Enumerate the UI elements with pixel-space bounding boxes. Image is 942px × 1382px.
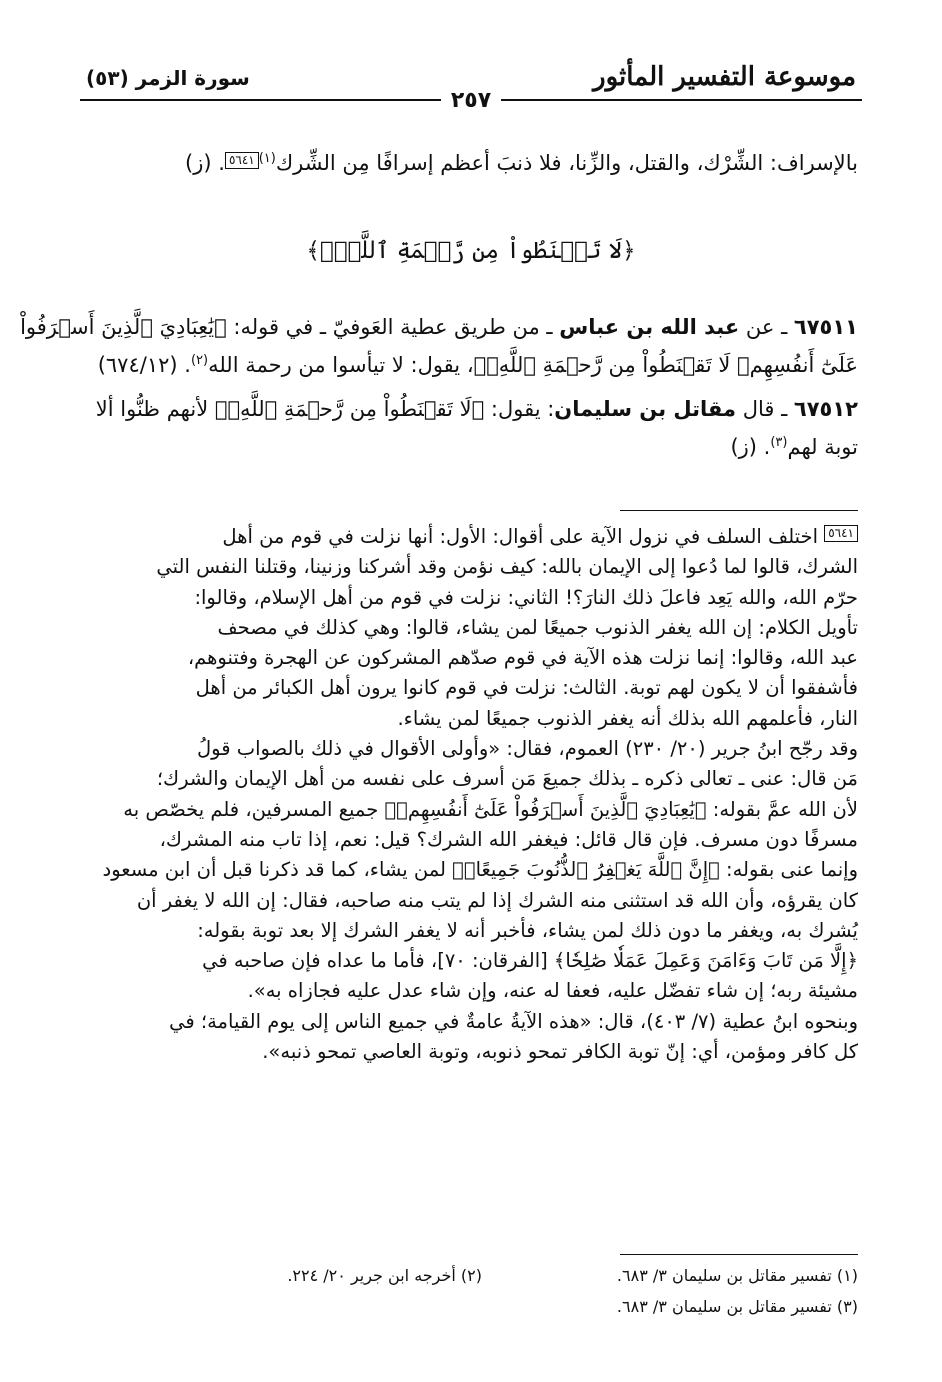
notes-line: النار، فأعلمهم الله بذلك أنه يغفر الذنوب جميعًا لمن يشاء. [397, 706, 858, 730]
entry-line1-pre: ـ عن [739, 315, 794, 339]
entry-narrator: عبد الله بن عباس [559, 315, 740, 339]
entry-line1-post: ـ من طريق عطية العَوفيّ ـ في قوله: ﴿يَٰعِبَادِيَ ٱلَّذِينَ أَسۡرَفُواْ [20, 315, 560, 339]
footnote-3: (٣) تفسير مقاتل بن سليمان ٣/ ٦٨٣. [616, 1297, 858, 1316]
entry-narrator: مقاتل بن سليمان [554, 397, 737, 421]
page-number: ٢٥٧ [441, 88, 501, 113]
entry-67511 [20, 310, 858, 382]
entry-line2: عَلَىٰٓ أَنفُسِهِمۡ لَا تَقۡنَطُواْ مِن رَّحۡمَةِ ٱللَّهِۚ﴾، يقول: لا تيأسوا من رحمة الله [208, 353, 858, 377]
entry-line1-post: : يقول: ﴿لَا تَقۡنَطُواْ مِن رَّحۡمَةِ ٱللَّهِۚ﴾ لأنهم ظنُّوا ألا [95, 397, 555, 421]
book-title: موسوعة التفسير المأثور [593, 62, 856, 92]
notes-line: وإنما عنى بقوله: ﴿إِنَّ ٱللَّهَ يَغۡفِرُ ٱلذُّنُوبَ جَمِيعًاۚ﴾ لمن يشاء، كما قد ذكرنا قبل أن ابن مسعود [102, 858, 858, 882]
entry-number: ٦٧٥١٢ [793, 397, 858, 421]
notes-line: الشرك، قالوا لما دُعوا إلى الإيمان بالله: كيف نؤمن وقد أشركنا وزنينا، وقتلنا النفس التي [156, 555, 858, 579]
entry-line2: توبة لهم [787, 435, 858, 459]
notes-line: ﴿إِلَّا مَن تَابَ وَءَامَنَ وَعَمِلَ عَمَلٗا صَٰلِحٗا﴾ [الفرقان: ٧٠]، فأما ما عداه فإن صاحبه في [202, 949, 858, 973]
notes-line: مسرفًا دون مسرف. فإن قال قائل: فيغفر الله الشرك؟ قيل: نعم، إذا تاب منه المشرك، [159, 827, 858, 851]
entry-67512 [80, 392, 858, 464]
note-box: ٥٦٤١ [824, 525, 858, 542]
notes-line: يُشرك به، ويغفر ما دون ذلك لمن يشاء، فأخبر أنه لا يغفر الشرك إلا بعد توبة بقوله: [197, 918, 858, 942]
entry-number: ٦٧٥١١ [793, 315, 858, 339]
notes-line: حرّم الله، والله يَعِد فاعلَ ذلك النارَ؟! الثاني: نزلت في قوم من أهل الإسلام، وقالوا: [194, 585, 858, 609]
notes-line: تأويل الكلام: إن الله يغفر الذنوب جميعًا لمن يشاء، قالوا: وهي كذلك في مصحف [217, 615, 858, 639]
verse-heading: ﴿لَا تَقۡنَطُواْ مِن رَّحۡمَةِ ٱللَّهِۚ﴾ [306, 238, 636, 264]
intro-end: . (ز) [185, 151, 225, 175]
footnote-1: (١) تفسير مقاتل بن سليمان ٣/ ٦٨٣. [616, 1266, 858, 1285]
scholarly-notes [80, 522, 858, 1067]
entry-footnote-ref: (٢) [190, 353, 209, 368]
notes-line: لأن الله عمَّ بقوله: ﴿يَٰعِبَادِيَ ٱلَّذِينَ أَسۡرَفُواْ عَلَىٰٓ أَنفُسِهِمۡ﴾ جميع المسرفين، فلم يخصّص به [123, 797, 858, 821]
intro-paragraph [80, 142, 858, 180]
notes-line: عبد الله، وقالوا: إنما نزلت هذه الآية في قوم صدّهم المشركون عن الهجرة وفتنوهم، [187, 646, 858, 670]
entry-line1-pre: ـ قال [736, 397, 794, 421]
notes-line: وقد رجّح ابنُ جرير (٢٠/ ٢٣٠) العموم، فقال: «وأولى الأقوال في ذلك بالصواب قولُ [197, 737, 858, 761]
surah-name: سورة الزمر [135, 66, 250, 90]
page-number-wrap [0, 88, 942, 113]
entry-end: . (ز) [730, 435, 771, 459]
notes-line: اختلف السلف في نزول الآية على أقوال: الأول: أنها نزلت في قوم من أهل [222, 525, 825, 548]
footnotes-separator [620, 1254, 858, 1255]
entry-footnote-ref: (٣) [770, 435, 788, 450]
surah-number: (٥٣) [86, 66, 129, 90]
notes-line: وبنحوه ابنُ عطية (٧/ ٤٠٣)، قال: «هذه الآيةُ عامةٌ في جميع الناس إلى يوم القيامة؛ في [169, 1009, 858, 1033]
notes-line: كان يقرؤه، وأن الله قد استثنى منه الشرك إذا لم يتب منه صاحبه، فقال: إن الله لا يغفر أن [136, 888, 858, 912]
notes-line: فأشفقوا أن لا يكون لهم توبة. الثالث: نزلت في قوم كانوا يرون أهل الكبائر من أهل [195, 676, 858, 700]
intro-footnote-ref: (١) [258, 151, 276, 166]
intro-note-box: ٥٦٤١ [225, 152, 259, 169]
notes-line: مشيئة ربه؛ إن شاء تفضّل عليه، فعفا له عنه، وإن شاء عدل عليه فجازاه به». [247, 979, 858, 1003]
footnote-2: (٢) أخرجه ابن جرير ٢٠/ ٢٢٤. [287, 1266, 482, 1285]
notes-line: كل كافر ومؤمن، أي: إنّ توبة الكافر تمحو ذنوبه، وتوبة العاصي تمحو ذنبه». [262, 1040, 858, 1064]
surah-header [86, 66, 250, 90]
notes-line: مَن قال: عنى ـ تعالى ذكره ـ بذلك جميعَ مَن أسرف على نفسه من أهل الإيمان والشرك؛ [156, 767, 858, 791]
entry-end: . (٦٧٤/١٢) [97, 353, 191, 377]
notes-separator [620, 510, 858, 511]
intro-text: بالإسراف: الشِّرْك، والقتل، والزِّنا، فلا ذنبَ أعظم إسرافًا مِن الشِّرك [275, 151, 858, 175]
